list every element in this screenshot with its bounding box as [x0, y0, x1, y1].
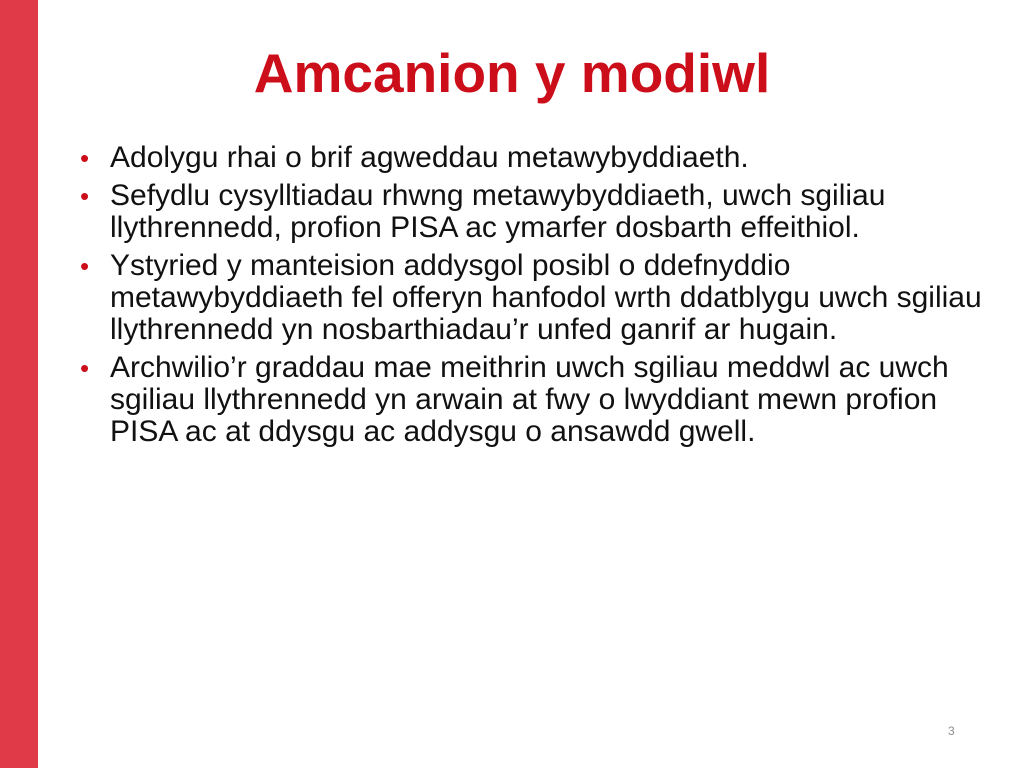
bullet-text: Ystyried y manteision addysgol posibl o ddefnyddio metawybyddiaeth fel offeryn hanfodol wrth ddatblygu uwch sgiliau llythrennedd yn nosbarthiadau’r unfed ganrif ar hugain. [110, 249, 982, 346]
bullet-list [70, 142, 1000, 454]
bullet-text: Archwilio’r graddau mae meithrin uwch sgiliau meddwl ac uwch sgiliau llythrennedd yn arwain at fwy o lwyddiant mewn profion PISA ac at ddysgu ac addysgu o ansawdd gwell. [110, 351, 949, 448]
page-number: 3 [948, 724, 955, 738]
bullet-item [70, 180, 1000, 244]
bullet-item [70, 142, 1000, 174]
bullet-text: Sefydlu cysylltiadau rhwng metawybyddiaeth, uwch sgiliau llythrennedd, profion PISA ac ymarfer dosbarth effeithiol. [110, 179, 886, 244]
bullet-marker: • [80, 251, 90, 281]
accent-side-bar [0, 0, 38, 768]
bullet-item [70, 352, 1000, 448]
bullet-text: Adolygu rhai o brif agweddau metawybyddiaeth. [110, 141, 749, 174]
bullet-item [70, 250, 1000, 346]
bullet-marker: • [80, 353, 90, 383]
slide-title: Amcanion y modiwl [253, 42, 771, 104]
bullet-marker: • [80, 181, 90, 211]
bullet-marker: • [80, 143, 90, 173]
